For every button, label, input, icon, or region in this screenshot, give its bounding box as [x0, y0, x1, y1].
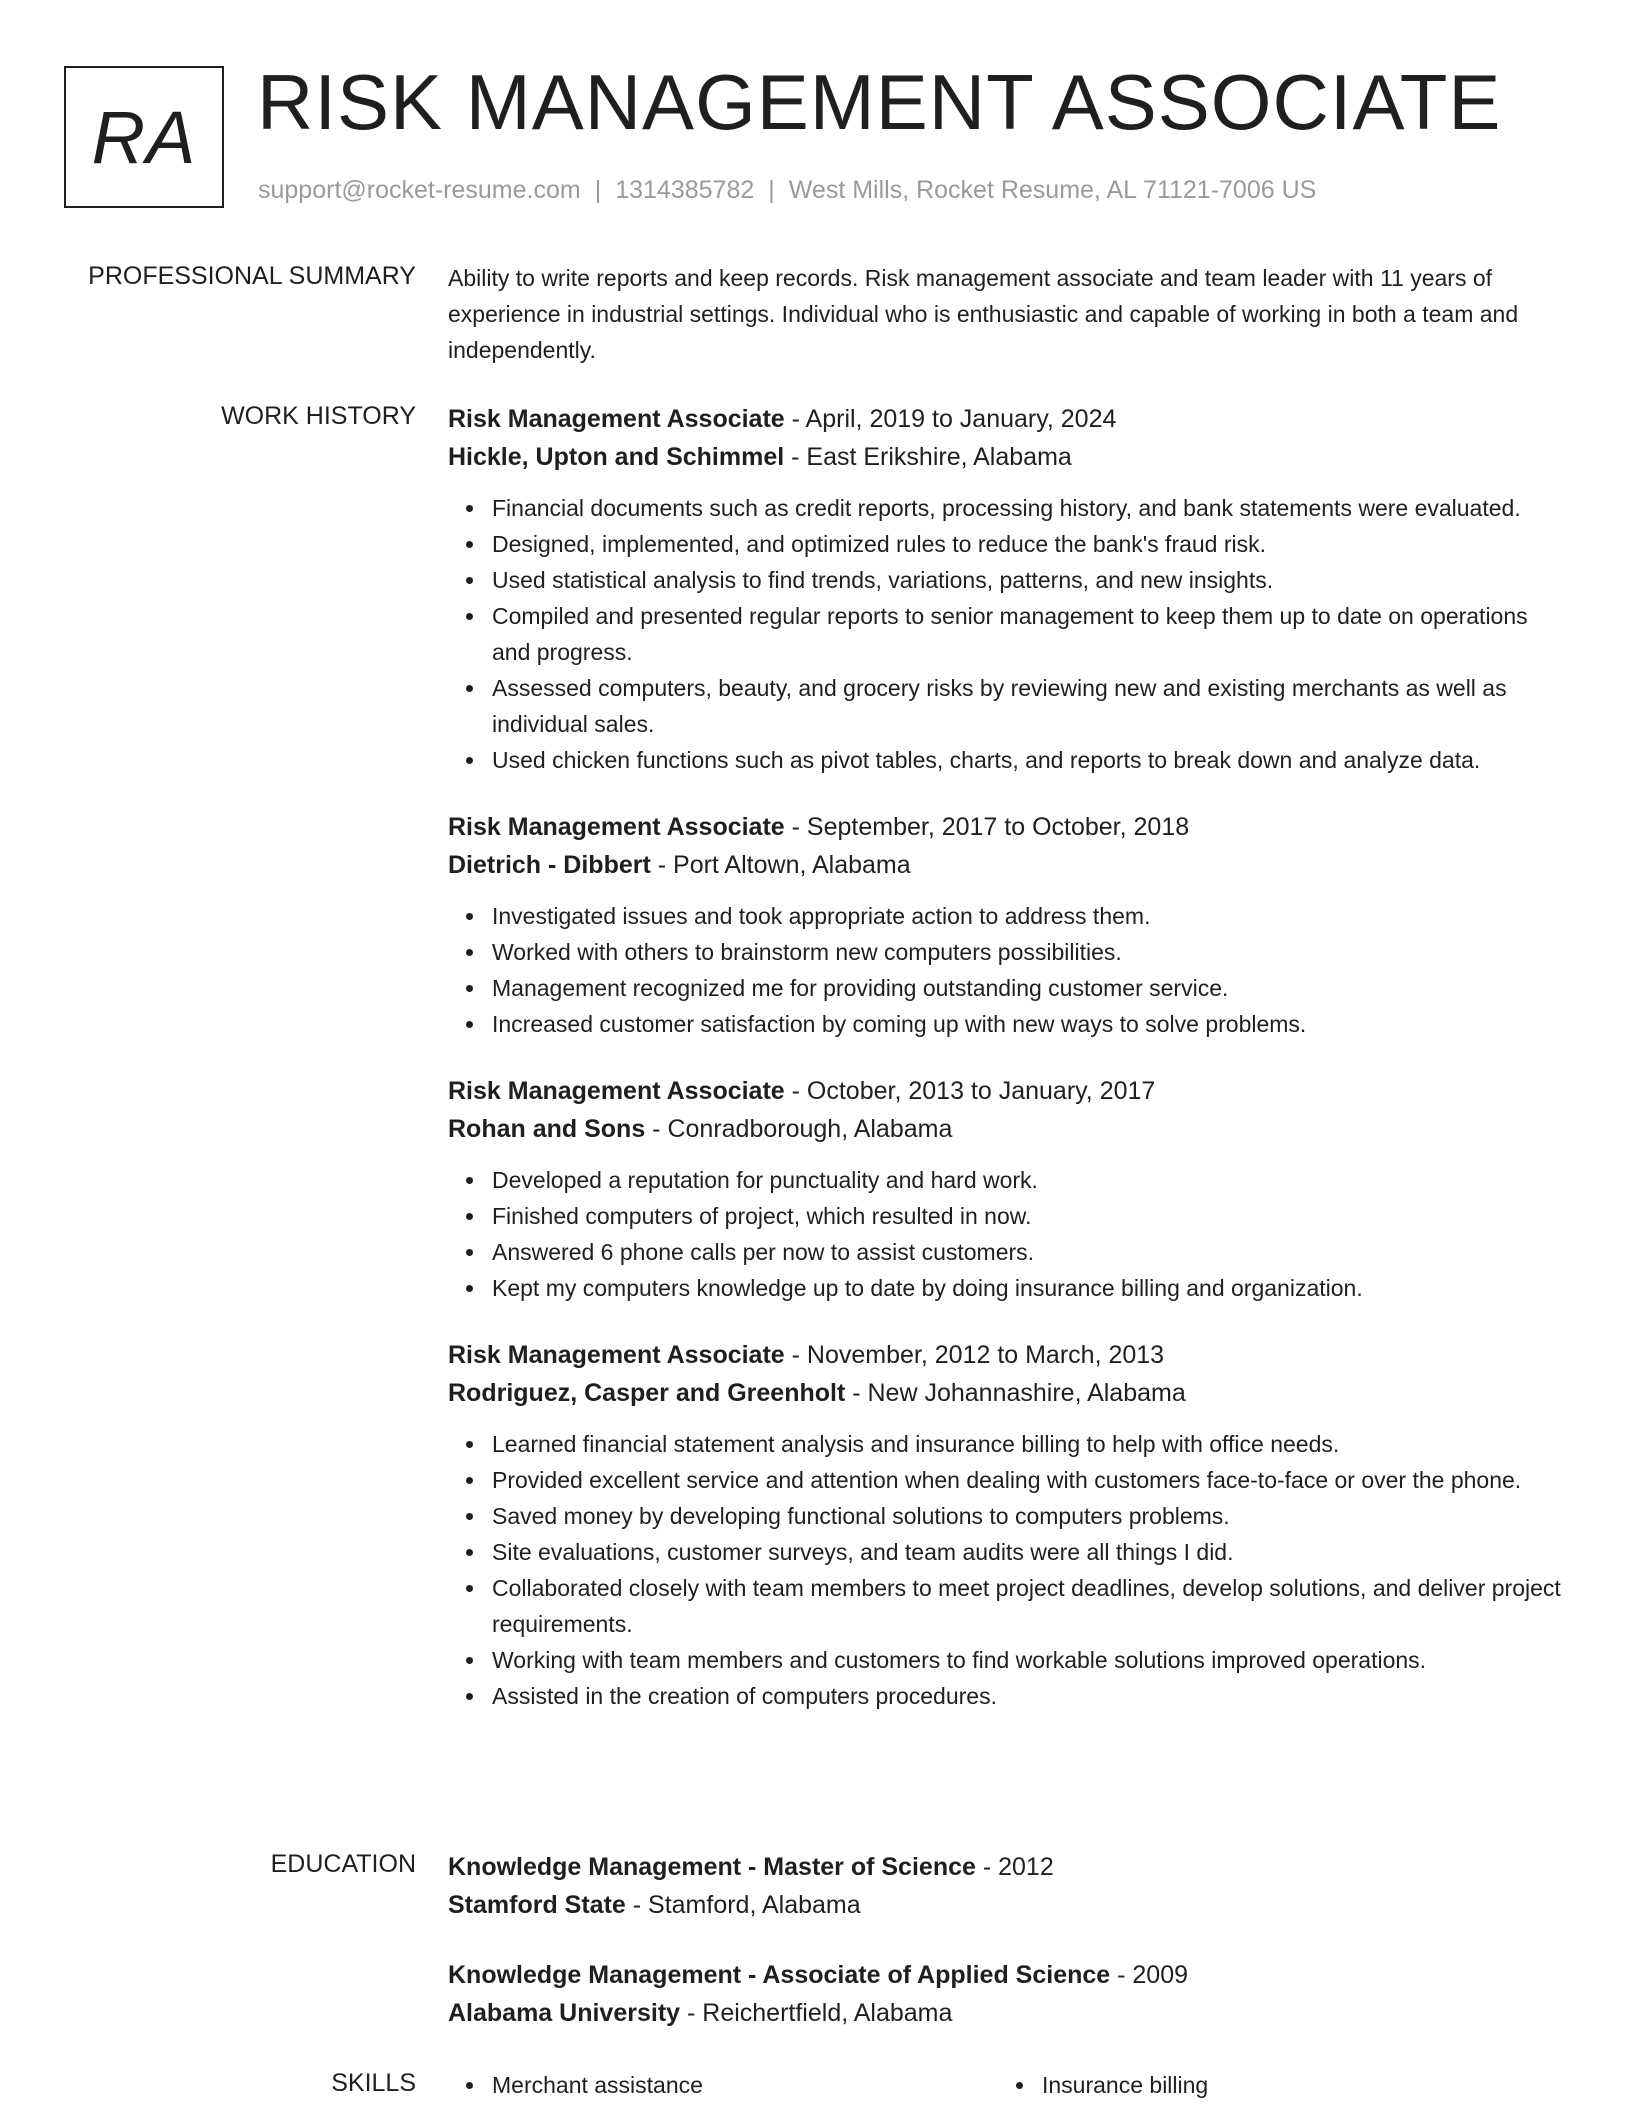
section-label-skills: SKILLS: [331, 2069, 416, 2097]
job-duties-list: [448, 490, 1568, 778]
school-line: [448, 1994, 1568, 2032]
list-item: Kept my computers knowledge up to date by doing insurance billing and organization.: [492, 1270, 1568, 1306]
degree-year: - 2012: [975, 1853, 1054, 1881]
contact-separator: |: [768, 176, 775, 204]
job-duties-list: [448, 1162, 1568, 1306]
list-item: Insurance billing: [1042, 2067, 1548, 2103]
job-title: Risk Management Associate: [448, 405, 785, 433]
job-company-line: [448, 1110, 1568, 1148]
school-location: - Stamford, Alabama: [625, 1891, 861, 1919]
job-location: - New Johannashire, Alabama: [845, 1379, 1186, 1407]
job-entry: [448, 400, 1568, 778]
list-item: Used statistical analysis to find trends, variations, patterns, and new insights.: [492, 562, 1568, 598]
skills-list: [448, 2067, 998, 2103]
job-entry: [448, 808, 1568, 1042]
list-item: Management recognized me for providing outstanding customer service.: [492, 970, 1568, 1006]
summary-text: Ability to write reports and keep records. Risk management associate and team leader with 11 years of experience in industrial settings. Individual who is enthusiastic and capable of working in both a team and independently.: [448, 265, 1519, 363]
degree-name: Knowledge Management - Master of Science: [448, 1853, 976, 1881]
skills-grid: [448, 2067, 1568, 2103]
summary-body: [448, 260, 1568, 368]
work-history-body: [448, 400, 1568, 1744]
list-item: Collaborated closely with team members to meet project deadlines, develop solutions, and deliver project requirements.: [492, 1570, 1568, 1642]
section-label-work-history: WORK HISTORY: [221, 402, 416, 430]
job-title: Risk Management Associate: [448, 1077, 785, 1105]
skills-body: [448, 2067, 1568, 2103]
contact-separator: |: [594, 176, 602, 204]
list-item: Investigated issues and took appropriate action to address them.: [492, 898, 1568, 934]
degree-line: [448, 1848, 1568, 1886]
list-item: Designed, implemented, and optimized rules to reduce the bank's fraud risk.: [492, 526, 1568, 562]
job-company: Dietrich - Dibbert: [448, 851, 651, 879]
job-title-line: [448, 1336, 1568, 1374]
list-item: Used chicken functions such as pivot tables, charts, and reports to break down and analyze data.: [492, 742, 1568, 778]
job-title-line: [448, 808, 1568, 846]
job-dates: - September, 2017 to October, 2018: [784, 813, 1190, 841]
initials-monogram: RA: [64, 66, 224, 208]
skills-list: [998, 2067, 1548, 2103]
job-company: Rohan and Sons: [448, 1115, 646, 1143]
education-entry: [448, 1956, 1568, 2032]
job-location: - East Erikshire, Alabama: [784, 443, 1072, 471]
school-location: - Reichertfield, Alabama: [680, 1999, 953, 2027]
job-company: Rodriguez, Casper and Greenholt: [448, 1379, 846, 1407]
list-item: Learned financial statement analysis and insurance billing to help with office needs.: [492, 1426, 1568, 1462]
job-company-line: [448, 1374, 1568, 1412]
degree-name: Knowledge Management - Associate of Applied Science: [448, 1961, 1111, 1989]
list-item: Compiled and presented regular reports to senior management to keep them up to date on operations and progress.: [492, 598, 1568, 670]
section-label-summary: PROFESSIONAL SUMMARY: [88, 262, 416, 290]
list-item: Developed a reputation for punctuality and hard work.: [492, 1162, 1568, 1198]
job-duties-list: [448, 898, 1568, 1042]
job-dates: - October, 2013 to January, 2017: [784, 1077, 1156, 1105]
contact-email[interactable]: support@rocket-resume.com: [258, 176, 581, 204]
list-item: Merchant assistance: [492, 2067, 998, 2103]
job-entry: [448, 1336, 1568, 1714]
list-item: Working with team members and customers to find workable solutions improved operations.: [492, 1642, 1568, 1678]
list-item: Financial documents such as credit reports, processing history, and bank statements were evaluated.: [492, 490, 1568, 526]
list-item: Answered 6 phone calls per now to assist customers.: [492, 1234, 1568, 1270]
job-location: - Conradborough, Alabama: [645, 1115, 953, 1143]
list-item: Saved money by developing functional solutions to computers problems.: [492, 1498, 1568, 1534]
job-title-line: [448, 400, 1568, 438]
contact-line: [258, 174, 1316, 206]
list-item: Site evaluations, customer surveys, and team audits were all things I did.: [492, 1534, 1568, 1570]
job-entry: [448, 1072, 1568, 1306]
job-company-line: [448, 846, 1568, 884]
list-item: Finished computers of project, which resulted in now.: [492, 1198, 1568, 1234]
list-item: Provided excellent service and attention when dealing with customers face-to-face or over the phone.: [492, 1462, 1568, 1498]
job-company: Hickle, Upton and Schimmel: [448, 443, 785, 471]
list-item: Increased customer satisfaction by coming up with new ways to solve problems.: [492, 1006, 1568, 1042]
job-title-line: [448, 1072, 1568, 1110]
list-item: Assisted in the creation of computers procedures.: [492, 1678, 1568, 1714]
school-name: Alabama University: [448, 1999, 681, 2027]
list-item: Worked with others to brainstorm new computers possibilities.: [492, 934, 1568, 970]
section-label-education: EDUCATION: [270, 1850, 416, 1878]
school-line: [448, 1886, 1568, 1924]
job-title: Risk Management Associate: [448, 813, 785, 841]
contact-address: West Mills, Rocket Resume, AL 71121-7006 US: [788, 176, 1317, 204]
school-name: Stamford State: [448, 1891, 626, 1919]
skills-column-right: [998, 2067, 1548, 2103]
job-location: - Port Altown, Alabama: [650, 851, 911, 879]
job-company-line: [448, 438, 1568, 476]
degree-year: - 2009: [1110, 1961, 1189, 1989]
education-entry: [448, 1848, 1568, 1924]
degree-line: [448, 1956, 1568, 1994]
job-duties-list: [448, 1426, 1568, 1714]
education-body: [448, 1848, 1568, 2064]
skills-column-left: [448, 2067, 998, 2103]
contact-phone[interactable]: 1314385782: [615, 176, 755, 204]
candidate-title: RISK MANAGEMENT ASSOCIATE: [257, 58, 1502, 146]
job-dates: - April, 2019 to January, 2024: [784, 405, 1117, 433]
list-item: Assessed computers, beauty, and grocery risks by reviewing new and existing merchants as well as individual sales.: [492, 670, 1568, 742]
job-dates: - November, 2012 to March, 2013: [784, 1341, 1165, 1369]
job-title: Risk Management Associate: [448, 1341, 785, 1369]
